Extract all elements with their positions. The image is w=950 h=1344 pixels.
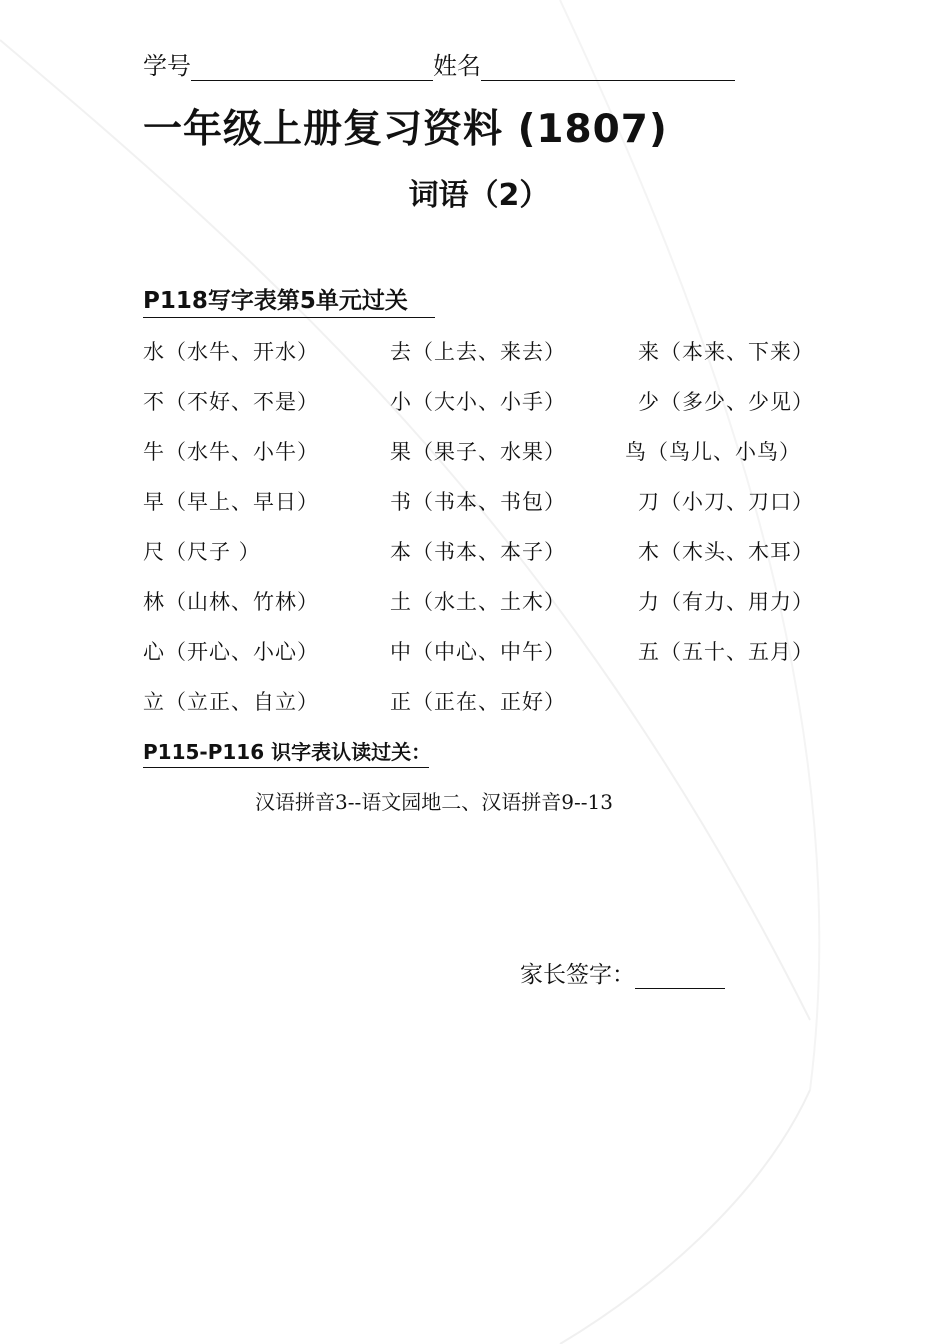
signature-field[interactable]: [635, 958, 725, 989]
word-entry: 水（水牛、开水）: [143, 340, 319, 364]
word-row: [0, 586, 950, 636]
word-entry: 来（本来、下来）: [638, 340, 814, 364]
word-entry: 果（果子、水果）: [390, 440, 566, 464]
word-entry: 书（书本、书包）: [390, 490, 566, 514]
section-heading-writing-chars: P118写字表第5单元过关: [143, 282, 435, 318]
page-subtitle: 词语（2）: [408, 178, 550, 213]
word-entry: 小（大小、小手）: [390, 390, 566, 414]
word-entry: 木（木头、木耳）: [638, 540, 814, 564]
parent-signature: [520, 956, 725, 989]
word-entry: 牛（水牛、小牛）: [143, 440, 319, 464]
signature-label: 家长签字：: [520, 962, 635, 988]
word-entry: 五（五十、五月）: [638, 640, 814, 664]
word-row: [0, 386, 950, 436]
word-entry: 少（多少、少见）: [638, 390, 814, 414]
student-id-label: 学号: [143, 52, 191, 80]
page-title: 一年级上册复习资料 (1807): [143, 107, 668, 152]
word-entry: 中（中心、中午）: [390, 640, 566, 664]
word-row: [0, 636, 950, 686]
word-entry: 早（早上、早日）: [143, 490, 319, 514]
word-grid: [0, 336, 950, 736]
word-entry: 不（不好、不是）: [143, 390, 319, 414]
word-entry: 本（书本、本子）: [390, 540, 566, 564]
name-label: 姓名: [433, 52, 481, 80]
word-entry: 刀（小刀、刀口）: [638, 490, 814, 514]
word-entry: 尺（尺子 ）: [143, 540, 261, 564]
word-entry: 正（正在、正好）: [390, 690, 566, 714]
word-row: [0, 486, 950, 536]
student-id-field[interactable]: [191, 54, 433, 81]
review-range-text: 汉语拼音3--语文园地二、汉语拼音9--13: [255, 790, 613, 814]
word-entry: 鸟（鸟儿、小鸟）: [625, 440, 801, 464]
word-row: [0, 686, 950, 736]
word-entry: 力（有力、用力）: [638, 590, 814, 614]
word-entry: 去（上去、来去）: [390, 340, 566, 364]
word-row: [0, 336, 950, 386]
word-entry: 土（水土、土木）: [390, 590, 566, 614]
word-row: [0, 536, 950, 586]
section-heading-reading-chars: P115-P116 识字表认读过关：: [143, 736, 429, 768]
student-info-line: [143, 46, 735, 81]
word-entry: 林（山林、竹林）: [143, 590, 319, 614]
name-field[interactable]: [481, 54, 735, 81]
word-entry: 立（立正、自立）: [143, 690, 319, 714]
word-entry: 心（开心、小心）: [143, 640, 319, 664]
word-row: [0, 436, 950, 486]
